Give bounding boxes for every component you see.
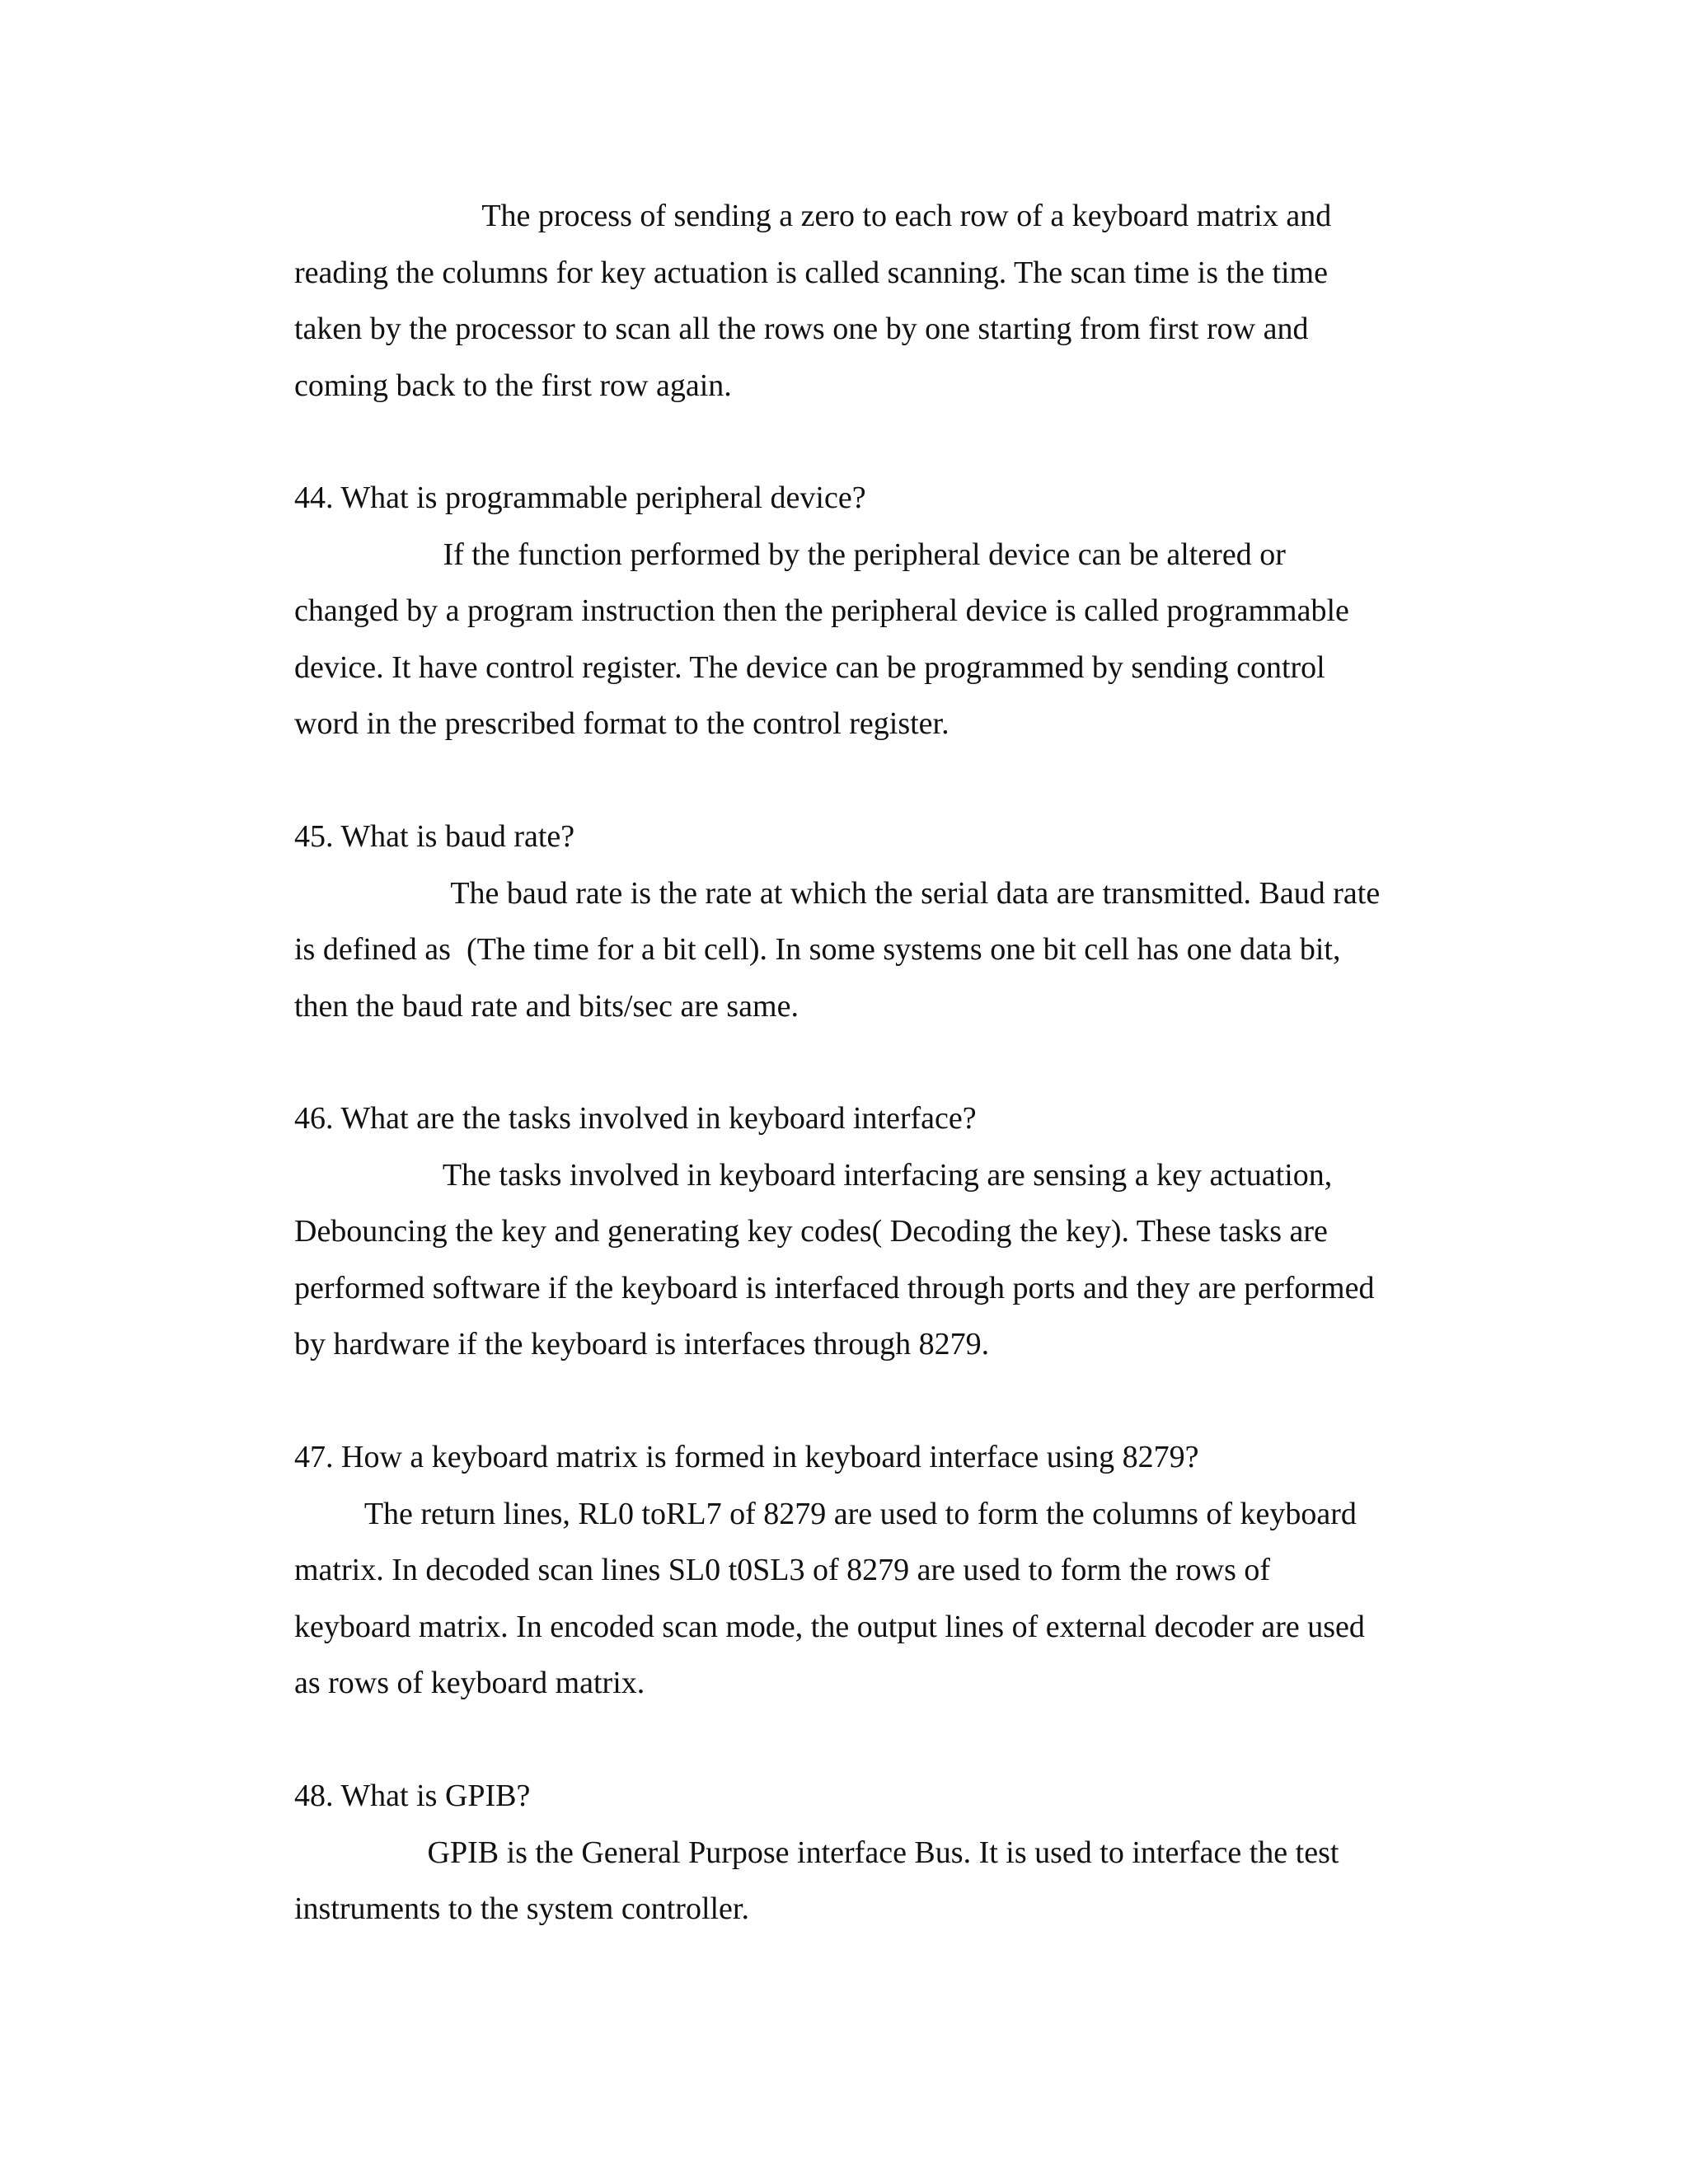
answer-line: matrix. In decoded scan lines SL0 t0SL3 of 8279 are used to form the rows of	[294, 1553, 1271, 1587]
answer-line: changed by a program instruction then the peripheral device is called programmable	[294, 593, 1349, 628]
question-heading: 46. What are the tasks involved in keyboard interface?	[294, 1101, 977, 1136]
question-heading: 48. What is GPIB?	[294, 1779, 531, 1813]
answer-line: device. It have control register. The device can be programmed by sending control	[294, 649, 1325, 685]
answer-line: then the baud rate and bits/sec are same.	[294, 988, 799, 1024]
answer-line: instruments to the system controller.	[294, 1891, 749, 1926]
answer-line: The baud rate is the rate at which the serial data are transmitted. Baud rate	[294, 875, 1381, 911]
answer-line: by hardware if the keyboard is interfaces through 8279.	[294, 1327, 990, 1361]
question-heading: 45. What is baud rate?	[294, 819, 575, 854]
answer-line: as rows of keyboard matrix.	[294, 1666, 645, 1700]
paragraph-line: taken by the processor to scan all the rows one by one starting from first row and	[294, 312, 1309, 346]
answer-line: is defined as (The time for a bit cell). In some systems one bit cell has one data bit,	[294, 932, 1341, 967]
answer-line: Debouncing the key and generating key codes( Decoding the key). These tasks are	[294, 1214, 1328, 1249]
question-heading: 44. What is programmable peripheral device?	[294, 480, 866, 515]
qa-section-45	[294, 808, 1432, 1034]
answer-line: word in the prescribed format to the control register.	[294, 706, 950, 741]
answer-line: The return lines, RL0 toRL7 of 8279 are used to form the columns of keyboard	[294, 1496, 1357, 1531]
qa-section-48	[294, 1768, 1432, 1938]
qa-section-46	[294, 1090, 1432, 1373]
answer-line: performed software if the keyboard is interfaced through ports and they are performed	[294, 1270, 1375, 1305]
answer-line: If the function performed by the peripheral device can be altered or	[294, 537, 1286, 572]
paragraph-line: reading the columns for key actuation is called scanning. The scan time is the time	[294, 255, 1328, 290]
answer-line: keyboard matrix. In encoded scan mode, the output lines of external decoder are used	[294, 1609, 1365, 1644]
qa-section-44	[294, 470, 1432, 752]
qa-section-47	[294, 1429, 1432, 1712]
paragraph-line: coming back to the first row again.	[294, 368, 732, 403]
question-heading: 47. How a keyboard matrix is formed in keyboard interface using 8279?	[294, 1440, 1199, 1474]
paragraph-line: The process of sending a zero to each row of a keyboard matrix and	[294, 199, 1332, 233]
answer-line: The tasks involved in keyboard interfacing are sensing a key actuation,	[294, 1157, 1333, 1193]
intro-paragraph	[294, 188, 1432, 414]
answer-line: GPIB is the General Purpose interface Bus. It is used to interface the test	[294, 1835, 1339, 1870]
